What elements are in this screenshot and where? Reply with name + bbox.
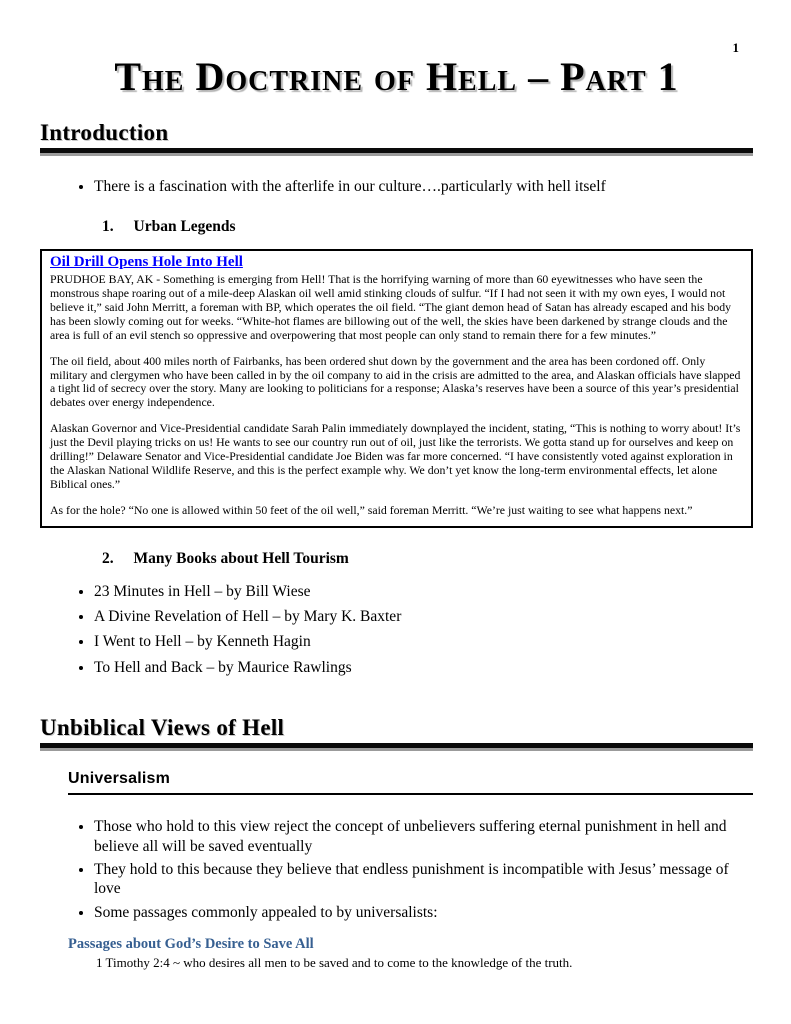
numbered-item-label: Many Books about Hell Tourism	[133, 549, 349, 567]
section-heading-rule	[40, 148, 753, 153]
intro-bullet-item: • There is a fascination with the afterlife in our culture….particularly with hell itself	[94, 177, 753, 196]
book-list-item: • To Hell and Back – by Maurice Rawlings	[94, 658, 753, 677]
universalism-bullet-item: • They hold to this because they believe that endless punishment is incompatible with Jesus’ message of love	[94, 860, 753, 899]
urban-legend-article-box	[40, 249, 753, 527]
book-list	[40, 582, 753, 678]
numbered-item-urban-legends	[102, 218, 753, 236]
universalism-bullet-item: • Some passages commonly appealed to by universalists:	[94, 903, 753, 922]
book-list-item: • A Divine Revelation of Hell – by Mary K. Baxter	[94, 607, 753, 626]
numbered-item-label: Urban Legends	[133, 218, 236, 236]
article-headline-link[interactable]: Oil Drill Opens Hole Into Hell	[50, 254, 243, 271]
section-heading-rule	[40, 743, 753, 748]
article-paragraph: As for the hole? “No one is allowed within 50 feet of the oil well,” said foreman Merritt. “We’re just waiting to see what happens next.”	[50, 502, 693, 517]
numbered-item-number: 2.	[102, 549, 114, 567]
article-paragraph: PRUDHOE BAY, AK - Something is emerging from Hell! That is the horrifying warning of more than 60 eyewitnesses who have seen the monstrous shape roaring out of a mile-deep Alaskan oil well amid stinking clouds of sulfur. “If I had not seen it with my own eyes, I would not believe it,” said John Merritt, a foreman with BP, which operates the oil field. “The giant demon head of Satan has already escaped and his body has been slowly coming out for weeks. “White-hot flames are billowing out of the well, the skies have been darkened by strange clouds and the area is full of an evil stench so oppressive and overpowering that most people can only stand to remain there for a few minutes.”	[50, 272, 732, 342]
scripture-verse: 1 Timothy 2:4 ~ who desires all men to be saved and to come to the knowledge of the truth.	[96, 955, 573, 971]
article-headline	[50, 254, 743, 272]
passage-group-title: Passages about God’s Desire to Save All	[68, 936, 314, 953]
book-list-item: • 23 Minutes in Hell – by Bill Wiese	[94, 582, 753, 601]
intro-bullet-list	[40, 177, 753, 196]
article-paragraph: Alaskan Governor and Vice-Presidential candidate Sarah Palin immediately downplayed the incident, stating, “This is nothing to worry about! It’s just the Devil playing tricks on us! He wants to see our country run out of oil, just like the terrorists. We gotta stand up for ourselves and keep on drilling!” Delaware Senator and Vice-Presidential candidate Joe Biden was far more concerned. “I have consistently voted against exploration in the Alaskan National Wildlife Reserve, and this is the perfect example why. We don’t yet know the long-term environmental effects, let alone Biblical ones.”	[50, 421, 741, 491]
subsection-heading-universalism: Universalism	[68, 770, 753, 795]
numbered-item-hell-tourism-books	[102, 550, 753, 568]
numbered-item-number: 1.	[102, 218, 114, 236]
article-paragraph: The oil field, about 400 miles north of Fairbanks, has been ordered shut down by the government and the area has been cordoned off. Only military and clergymen who have been called in by the oil company to aid in the crisis are admitted to the area, and Alaskan officials have slapped a tight lid of secrecy over the story. Many are looking to politicians for a response; Alaska’s reserves have been a source of this year’s presidential debates over energy independence.	[50, 353, 741, 410]
section-heading-introduction: Introduction	[40, 120, 169, 145]
document-title: The Doctrine of Hell – Part 1	[114, 54, 679, 99]
universalism-bullet-list	[40, 817, 753, 922]
section-heading-unbiblical-views: Unbiblical Views of Hell	[40, 715, 285, 741]
universalism-bullet-item: • Those who hold to this view reject the concept of unbelievers suffering eternal punishment in hell and believe all will be saved eventually	[94, 817, 753, 856]
page-number: 1	[732, 40, 739, 55]
book-list-item: • I Went to Hell – by Kenneth Hagin	[94, 632, 753, 651]
